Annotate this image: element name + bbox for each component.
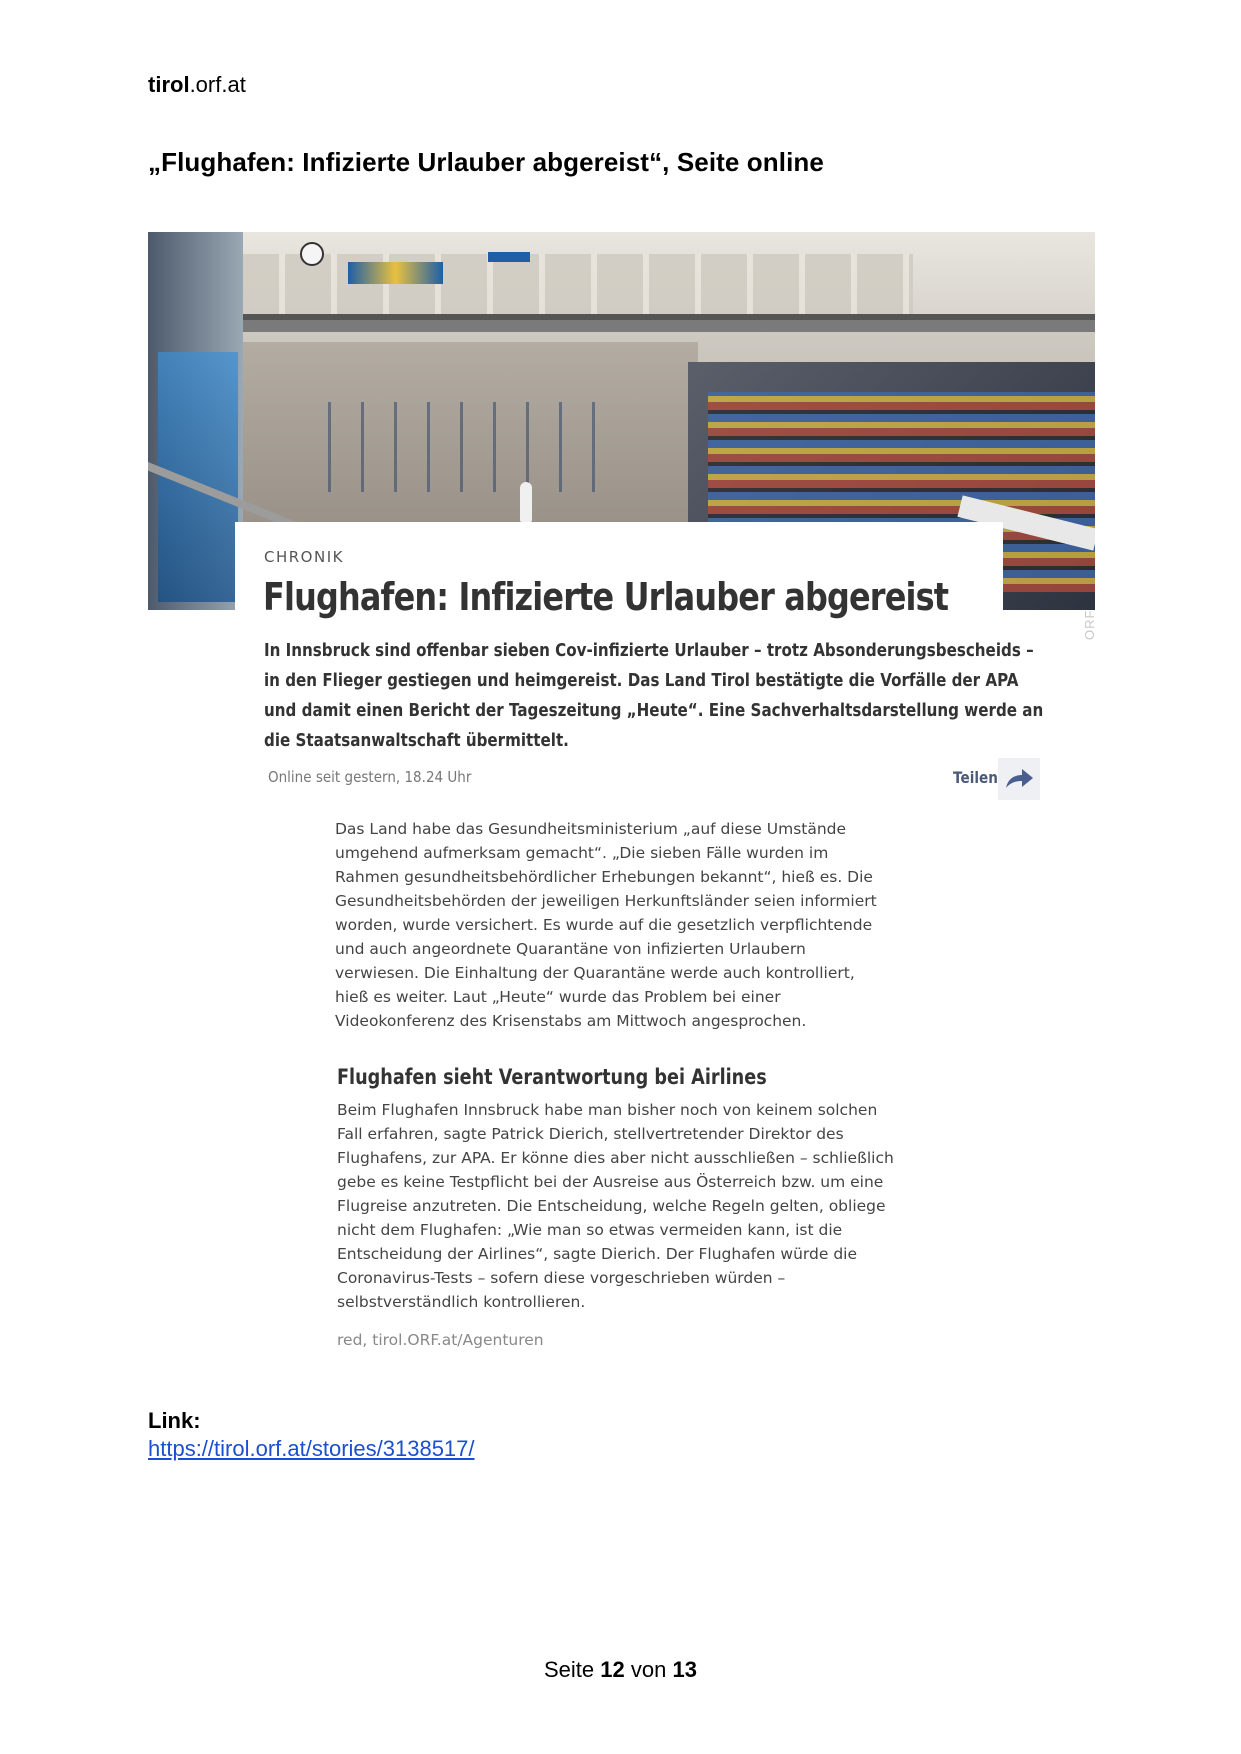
body-line: und auch angeordnete Quarantäne von infizierten Urlaubern	[335, 940, 806, 958]
document-title: „Flughafen: Infizierte Urlauber abgereist“, Seite online	[148, 147, 824, 177]
image-credit: ORF	[1082, 609, 1097, 640]
page-footer	[0, 1657, 1241, 1683]
article-body-section-1	[335, 817, 877, 1033]
site-header	[148, 72, 246, 98]
article-kicker[interactable]: CHRONIK	[264, 548, 344, 566]
body-line: gebe es keine Testpflicht bei der Ausreise aus Österreich bzw. um eine	[337, 1173, 884, 1191]
body-line: worden, wurde versichert. Es wurde auf die gesetzlich verpflichtende	[335, 916, 873, 934]
footer-total-pages: 13	[672, 1657, 697, 1682]
article-source: red, tirol.ORF.at/Agenturen	[337, 1331, 544, 1349]
article-subheading: Flughafen sieht Verantwortung bei Airlines	[337, 1065, 767, 1089]
body-line: Rahmen gesundheitsbehördlicher Erhebungen bekannt“, hieß es. Die	[335, 868, 873, 886]
share-button[interactable]	[998, 758, 1040, 800]
lead-line: die Staatsanwaltschaft übermittelt.	[264, 730, 569, 751]
site-domain-suffix: .orf.at	[189, 72, 246, 97]
site-brand: tirol	[148, 72, 190, 97]
body-line: Das Land habe das Gesundheitsministerium „auf diese Umstände	[335, 820, 847, 838]
article-dateline: Online seit gestern, 18.24 Uhr	[268, 768, 472, 786]
clock-icon	[300, 242, 324, 266]
article-lead	[264, 636, 1044, 756]
body-line: Gesundheitsbehörden der jeweiligen Herkunftsländer seien informiert	[335, 892, 877, 910]
body-line: selbstverständlich kontrollieren.	[337, 1293, 586, 1311]
footer-current-page: 12	[600, 1657, 625, 1682]
body-line: Flugreise anzutreten. Die Entscheidung, welche Regeln gelten, obliege	[337, 1197, 886, 1215]
share-arrow-icon	[1004, 768, 1034, 790]
body-line: Beim Flughafen Innsbruck habe man bisher noch von keinem solchen	[337, 1101, 878, 1119]
body-line: Entscheidung der Airlines“, sagte Dierich. Der Flughafen würde die	[337, 1245, 858, 1263]
footer-middle: von	[630, 1657, 667, 1682]
body-line: verwiesen. Die Einhaltung der Quarantäne werde auch kontrolliert,	[335, 964, 855, 982]
body-line: Coronavirus-Tests – sofern diese vorgeschrieben würden –	[337, 1269, 786, 1287]
lead-line: in den Flieger gestiegen und heimgereist. Das Land Tirol bestätigte die Vorfälle der APA	[264, 670, 1019, 691]
source-link[interactable]: https://tirol.orf.at/stories/3138517/	[148, 1436, 475, 1461]
body-line: Fall erfahren, sagte Patrick Dierich, stellvertretender Direktor des	[337, 1125, 844, 1143]
body-line: nicht dem Flughafen: „Wie man so etwas vermeiden kann, ist die	[337, 1221, 843, 1239]
article-headline: Flughafen: Infizierte Urlauber abgereist	[263, 575, 949, 619]
link-label: Link:	[148, 1408, 201, 1433]
body-line: hieß es weiter. Laut „Heute“ wurde das Problem bei einer	[335, 988, 781, 1006]
article-body-section-2	[337, 1098, 894, 1314]
lead-line: In Innsbruck sind offenbar sieben Cov-infizierte Urlauber – trotz Absonderungsbescheids –	[264, 640, 1034, 661]
body-line: Flughafens, zur APA. Er könne dies aber nicht ausschließen – schließlich	[337, 1149, 894, 1167]
footer-prefix: Seite	[544, 1657, 595, 1682]
share-label[interactable]: Teilen	[953, 768, 998, 787]
lead-line: und damit einen Bericht der Tageszeitung „Heute“. Eine Sachverhaltsdarstellung werde an	[264, 700, 1044, 721]
body-line: umgehend aufmerksam gemacht“. „Die sieben Fälle wurden im	[335, 844, 829, 862]
body-line: Videokonferenz des Krisenstabs am Mittwoch angesprochen.	[335, 1012, 807, 1030]
